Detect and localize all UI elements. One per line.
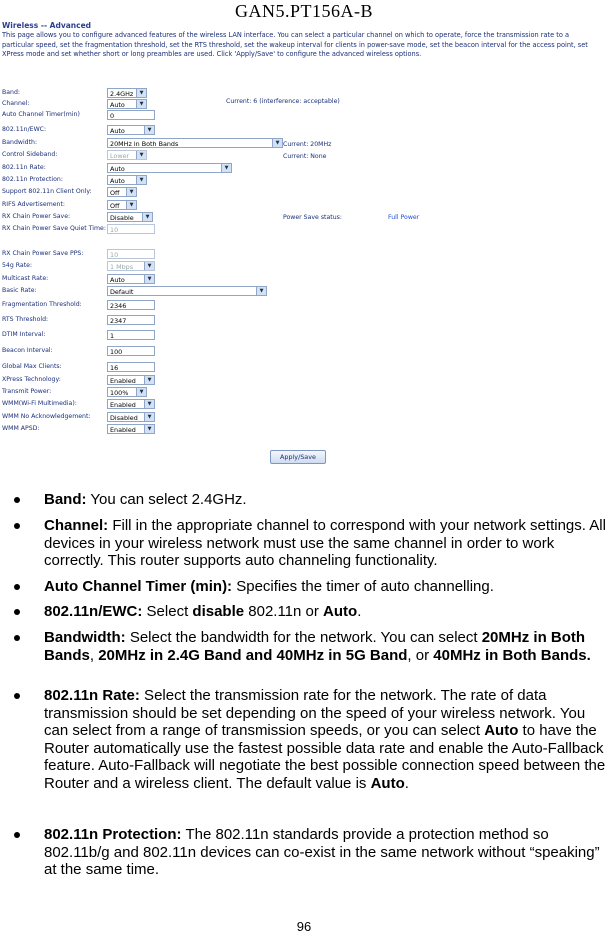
screenshot-title: Wireless -- Advanced	[2, 21, 92, 30]
field-input[interactable]	[107, 330, 155, 340]
document-header: GAN5.PT156A-B	[234, 1, 373, 21]
chevron-down-icon: ▼	[136, 89, 146, 97]
field-value: Off	[110, 189, 120, 197]
chevron-down-icon: ▼	[136, 176, 146, 184]
field-value: Auto	[110, 127, 125, 135]
field-label: 802.11n Protection:	[2, 176, 63, 183]
chevron-down-icon: ▼	[136, 151, 146, 159]
field-select[interactable]	[107, 138, 283, 148]
field-value: 2.4GHz	[110, 90, 134, 98]
field-input[interactable]	[107, 110, 155, 120]
field-select[interactable]	[107, 424, 155, 434]
bullet-icon	[14, 584, 20, 590]
field-value: Disable	[110, 214, 134, 222]
field-value: Disabled	[110, 414, 138, 422]
field-select[interactable]	[107, 99, 147, 109]
field-label: Multicast Rate:	[2, 275, 49, 282]
bullet-icon	[14, 609, 20, 615]
channel-current-info: Current: 6 (interference: acceptable)	[226, 98, 340, 105]
field-label: WMM No Acknowledgement:	[2, 413, 91, 420]
chevron-down-icon: ▼	[144, 425, 154, 433]
field-label: Control Sideband:	[2, 151, 58, 158]
field-select[interactable]	[107, 175, 147, 185]
apply-save-button[interactable]: Apply/Save	[270, 450, 326, 464]
chevron-down-icon: ▼	[144, 413, 154, 421]
field-label: WMM(Wi-Fi Multimedia):	[2, 400, 77, 407]
field-select[interactable]	[107, 274, 155, 284]
bandwidth-current-info: Current: 20MHz	[283, 141, 332, 148]
field-value: Default	[110, 288, 134, 296]
field-value: Enabled	[110, 377, 136, 385]
router-screenshot	[0, 20, 608, 470]
bullet-text: Band: You can select 2.4GHz.	[44, 491, 247, 508]
field-select[interactable]	[107, 200, 137, 210]
field-label: RX Chain Power Save:	[2, 213, 71, 220]
field-input	[107, 249, 155, 259]
chevron-down-icon: ▼	[144, 262, 154, 270]
field-label: DTIM Interval:	[2, 331, 46, 338]
field-label: 802.11n/EWC:	[2, 126, 47, 133]
field-label: 54g Rate:	[2, 262, 33, 269]
field-select[interactable]	[107, 125, 155, 135]
field-select[interactable]	[107, 163, 232, 173]
field-select[interactable]	[107, 412, 155, 422]
field-select[interactable]	[107, 399, 155, 409]
chevron-down-icon: ▼	[144, 275, 154, 283]
field-value: Auto	[110, 276, 125, 284]
field-value: Off	[110, 202, 120, 210]
field-value: 10	[110, 251, 119, 259]
field-label: Fragmentation Threshold:	[2, 301, 82, 308]
field-value: Auto	[110, 101, 125, 109]
bullet-text: 802.11n Rate: Select the transmission rate for the network. The rate of data transmission should be set depending on the speed of your wireless network. You can select from a range of transmission speeds, or you can select Auto to have the Router automatically use the fastest possible data rate and enable the Auto-Fallback feature. Auto-Fallback will negotiate the best possible connection speed between the Router and a wireless client. The default value is Auto.	[44, 687, 606, 792]
field-value: 2347	[110, 317, 127, 325]
field-value: 1 Mbps	[110, 263, 134, 271]
field-value: 100%	[110, 389, 129, 397]
field-label: Global Max Clients:	[2, 363, 62, 370]
chevron-down-icon: ▼	[136, 100, 146, 108]
screenshot-description: This page allows you to configure advanced features of the wireless LAN interface. You can select a particular channel on which to operate, force the transmission rate to a particular speed, set the fragmentation threshold, set the RTS threshold, set the wakeup interval for clients in power-save mode, set the beacon interval for the access point, set XPress mode and set whether short or long preambles are used. Click 'Apply/Save' to configure the advanced wireless options.	[2, 31, 588, 58]
field-value: Enabled	[110, 426, 136, 434]
field-value: Auto	[110, 177, 125, 185]
bullet-text: Bandwidth: Select the bandwidth for the network. You can select 20MHz in Both Bands, 20MHz in 2.4G Band and 40MHz in 5G Band, or 40MHz in Both Bands.	[44, 629, 591, 664]
field-input[interactable]	[107, 362, 155, 372]
bullet-icon	[14, 523, 20, 529]
field-label: Basic Rate:	[2, 287, 37, 294]
bullet-text: 802.11n Protection: The 802.11n standards provide a protection method so 802.11b/g and 802.11n devices can co-exist in the same network without “speaking” at the same time.	[44, 826, 600, 878]
sideband-current-info: Current: None	[283, 153, 327, 160]
field-select[interactable]	[107, 375, 155, 385]
field-label: WMM APSD:	[2, 425, 40, 432]
bullet-icon	[14, 832, 20, 838]
field-value: Enabled	[110, 401, 136, 409]
field-label: Channel:	[2, 100, 30, 107]
field-select[interactable]	[107, 387, 147, 397]
bullet-text: Channel: Fill in the appropriate channel to correspond with your network settings. All devices in your wireless network must use the same channel in order to work correctly. This router supports auto channeling functionality.	[44, 517, 606, 569]
field-input	[107, 224, 155, 234]
bullet-icon	[14, 635, 20, 641]
bullet-icon	[14, 693, 20, 699]
field-label: Beacon Interval:	[2, 347, 53, 354]
bullet-text: Auto Channel Timer (min): Specifies the timer of auto channelling.	[44, 578, 494, 595]
power-save-status-label: Power Save status:	[283, 214, 342, 221]
field-value: Auto	[110, 165, 125, 173]
page-number: 96	[296, 919, 312, 934]
power-save-status-value: Full Power	[388, 214, 420, 221]
field-label: RIFS Advertisement:	[2, 201, 65, 208]
field-label: Bandwidth:	[2, 139, 38, 146]
field-input[interactable]	[107, 315, 155, 325]
field-value: 10	[110, 226, 119, 234]
chevron-down-icon: ▼	[256, 287, 266, 295]
field-label: Auto Channel Timer(min)	[2, 111, 80, 118]
chevron-down-icon: ▼	[272, 139, 282, 147]
field-input[interactable]	[107, 346, 155, 356]
field-value: 16	[110, 364, 119, 372]
field-label: RX Chain Power Save PPS:	[2, 250, 84, 257]
field-label: Band:	[2, 89, 20, 96]
field-value: 1	[110, 332, 115, 340]
field-label: 802.11n Rate:	[2, 164, 46, 171]
chevron-down-icon: ▼	[136, 388, 146, 396]
bullet-text: 802.11n/EWC: Select disable 802.11n or Auto.	[44, 603, 362, 620]
field-label: Support 802.11n Client Only:	[2, 188, 92, 195]
field-select[interactable]	[107, 286, 267, 296]
field-select[interactable]	[107, 187, 137, 197]
chevron-down-icon: ▼	[221, 164, 231, 172]
field-value: 0	[110, 112, 115, 120]
field-input[interactable]	[107, 300, 155, 310]
chevron-down-icon: ▼	[126, 188, 136, 196]
field-value: Lower	[110, 152, 130, 160]
chevron-down-icon: ▼	[144, 400, 154, 408]
field-select[interactable]	[107, 88, 147, 98]
field-value: 100	[110, 348, 123, 356]
bullet-icon	[14, 497, 20, 503]
field-label: RX Chain Power Save Quiet Time:	[2, 225, 106, 232]
field-select	[107, 261, 155, 271]
field-label: XPress Technology:	[2, 376, 61, 383]
field-label: RTS Threshold:	[2, 316, 49, 323]
chevron-down-icon: ▼	[142, 213, 152, 221]
field-label: Transmit Power:	[2, 388, 52, 395]
chevron-down-icon: ▼	[144, 376, 154, 384]
chevron-down-icon: ▼	[144, 126, 154, 134]
field-value: 20MHz in Both Bands	[110, 140, 179, 148]
chevron-down-icon: ▼	[126, 201, 136, 209]
field-select	[107, 150, 147, 160]
field-value: 2346	[110, 302, 127, 310]
field-select[interactable]	[107, 212, 153, 222]
